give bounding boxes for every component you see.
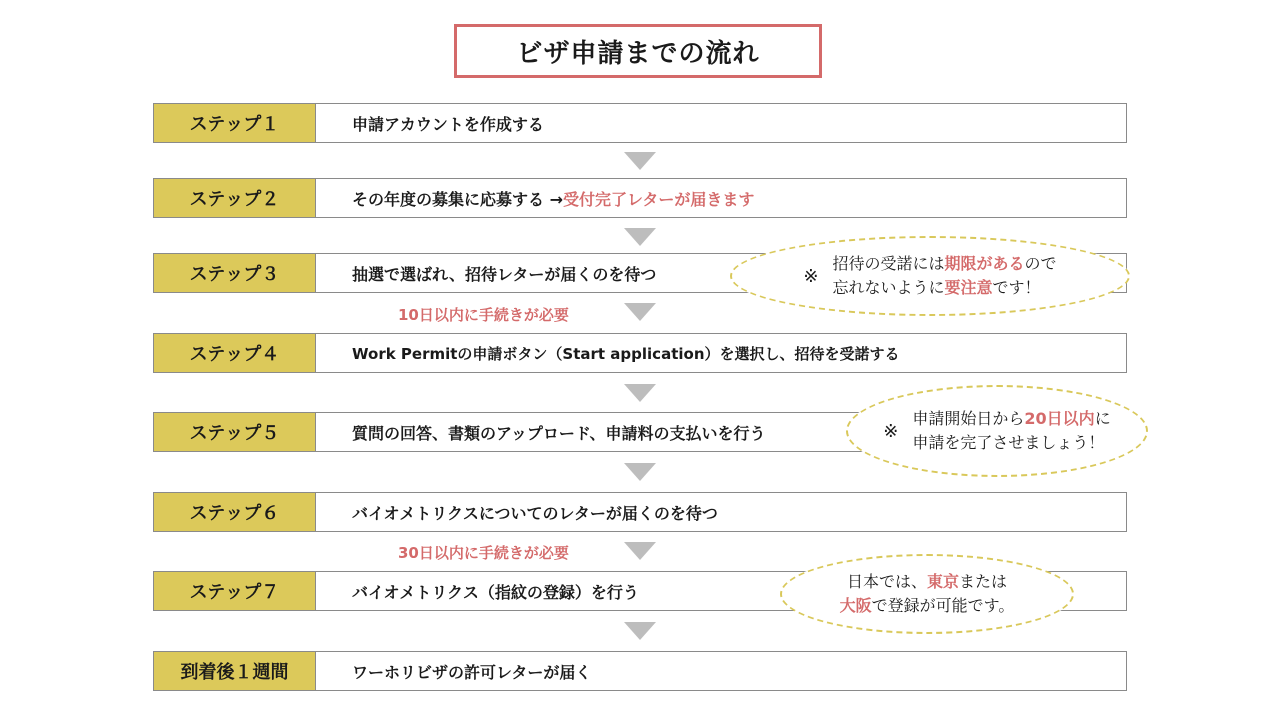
step-label-2: ステップ２ [154, 179, 316, 217]
note-2-line-1-b: に [1094, 409, 1111, 428]
deadline-note-30-days: 30日以内に手続きが必要 [398, 544, 569, 562]
down-arrow-icon [624, 463, 656, 481]
down-arrow-icon [624, 384, 656, 402]
note-3-line-2 [840, 594, 1015, 618]
note-3-line-1-a: 日本では、 [846, 572, 927, 591]
note-1-line-1-b: ので [1024, 254, 1057, 273]
step-label-7: ステップ７ [154, 572, 316, 610]
step-text-5: 質問の回答、書類のアップロード、申請料の支払いを行う [352, 423, 766, 443]
step-text-7: バイオメトリクス（指紋の登録）を行う [352, 582, 639, 602]
note-mark-2: ※ [883, 420, 899, 442]
down-arrow-icon [624, 542, 656, 560]
down-arrow-icon [624, 152, 656, 170]
note-1-line-2 [833, 276, 1057, 300]
note-3-line-1-highlight: 東京 [926, 572, 959, 591]
deadline-note-10-days: 10日以内に手続きが必要 [398, 306, 569, 324]
step-label-5: ステップ５ [154, 413, 316, 451]
note-3-line-2-highlight: 大阪 [839, 596, 872, 615]
step-text-8: ワーホリビザの許可レターが届く [352, 662, 592, 682]
note-1-line-2-b: です！ [992, 278, 1041, 297]
note-1-line-2-highlight: 要注意 [944, 278, 993, 297]
note-3-line-2-b: で登録が可能です。 [871, 596, 1015, 615]
step-text-2-highlight: 受付完了レターが届きます [562, 189, 755, 209]
step-text-3: 抽選で選ばれ、招待レターが届くのを待つ [352, 264, 657, 284]
step-text-6: バイオメトリクスについてのレターが届くのを待つ [352, 503, 718, 523]
note-bubble-3 [780, 554, 1074, 634]
step-label-1: ステップ１ [154, 104, 316, 142]
note-2-line-1 [912, 407, 1110, 431]
page-title [454, 24, 822, 78]
note-3-line-1-b: または [959, 572, 1008, 591]
step-text-4: Work Permitの申請ボタン（Start application）を選択し、招待を受諾する [352, 344, 900, 363]
step-label-6: ステップ６ [154, 493, 316, 531]
note-2-line-1-a: 申請開始日から [912, 409, 1025, 428]
step-row-4 [153, 333, 1127, 373]
note-1-line-1 [833, 252, 1057, 276]
step-row-8 [153, 651, 1127, 691]
note-3-line-1 [847, 570, 1007, 594]
note-1-line-1-highlight: 期限がある [944, 254, 1025, 273]
note-bubble-1 [730, 236, 1130, 316]
note-1-line-2-a: 忘れないように [832, 278, 945, 297]
step-text-2 [316, 179, 754, 217]
note-mark-1: ※ [803, 265, 819, 287]
note-bubble-2 [846, 385, 1148, 477]
step-label-8: 到着後１週間 [154, 652, 316, 690]
note-2-line-2: 申請を完了させましょう！ [912, 433, 1105, 452]
down-arrow-icon [624, 303, 656, 321]
step-row-6 [153, 492, 1127, 532]
step-text-2-main: その年度の募集に応募する → [352, 189, 563, 209]
down-arrow-icon [624, 622, 656, 640]
note-1-line-1-a: 招待の受諾には [832, 254, 945, 273]
step-text-1: 申請アカウントを作成する [352, 114, 544, 134]
step-label-3: ステップ３ [154, 254, 316, 292]
step-label-4: ステップ４ [154, 334, 316, 372]
note-2-line-1-highlight: 20日以内 [1024, 409, 1095, 428]
step-row-2 [153, 178, 1127, 218]
step-row-1 [153, 103, 1127, 143]
page-title-text: ビザ申請までの流れ [516, 38, 760, 69]
down-arrow-icon [624, 228, 656, 246]
